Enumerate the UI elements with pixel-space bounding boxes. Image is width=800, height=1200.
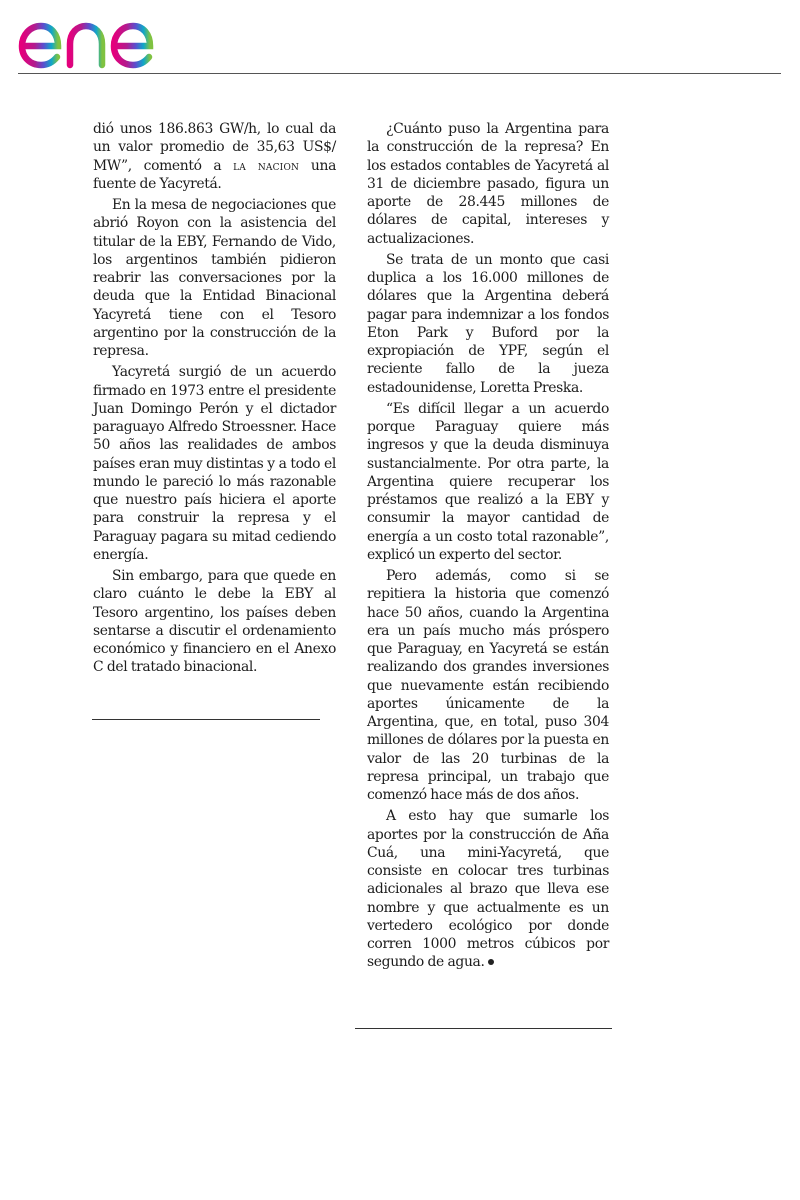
left-paragraph-4: Sin embargo, para que quede en claro cuánto le debe la EBY al Tesoro argentino, los países deben sentarse a discutir el ordenamiento económico y financiero en el Anexo C del tratado binacional. — [93, 568, 336, 676]
left-paragraph-3: Yacyretá surgió de un acuerdo firmado en 1973 entre el presidente Juan Domingo Perón y el dictador paraguayo Alfredo Stroessner. Hace 50 años las realidades de ambos países eran muy distintas y a todo el mundo le pareció lo más razonable que nuestro país hiciera el aporte para construir la represa y el Paraguay pagara su mitad cediendo energía. — [93, 364, 336, 563]
right-column-end-rule — [355, 1028, 612, 1029]
newspaper-name: la nacion — [233, 157, 300, 173]
enel-logo — [16, 2, 186, 70]
article-left-column — [93, 120, 336, 680]
right-paragraph-4: Pero además, como si se repitiera la historia que comenzó hace 50 años, cuando la Argentina era un país mucho más próspero que Paraguay, en Yacyretá se están realizando dos grandes inversiones que nuevamente están recibiendo aportes únicamente de la Argentina, que, en total, puso 304 millones de dólares por la puesta en valor de las 20 turbinas de la represa principal, un trabajo que comenzó hace más de dos años. — [367, 568, 609, 803]
left-column-end-rule — [92, 719, 320, 720]
article-right-column — [367, 120, 609, 975]
right-paragraph-5: A esto hay que sumarle los aportes por la construcción de Aña Cuá, una mini-Yacyretá, que consiste en colocar tres turbinas adicionales al brazo que lleva ese nombre y que actualmente es un vertedero ecológico por donde corren 1000 metros cúbicos por segundo de agua. — [367, 808, 609, 971]
right-paragraph-3: “Es difícil llegar a un acuerdo porque Paraguay quiere más ingresos y que la deuda disminuya sustancialmente. Por otra parte, la Argentina quiere recuperar los préstamos que realizó a la EBY y consumir la mayor cantidad de energía a un costo total razonable”, explicó un experto del sector. — [367, 400, 609, 563]
header-rule — [18, 73, 781, 74]
right-paragraph-2: Se trata de un monto que casi duplica a los 16.000 millones de dólares que la Argentina deberá pagar para indemnizar a los fondos Eton Park y Buford por la expropiación de YPF, según el reciente fallo de la jueza estadounidense, Loretta Preska. — [367, 251, 609, 396]
end-of-article-bullet — [488, 959, 494, 965]
left-paragraph-1: dió unos 186.863 GW/h, lo cual da un valor promedio de 35,63 US$/ MW”, comentó a la nacion una fuente de Yacyretá. — [93, 121, 336, 192]
right-paragraph-1: ¿Cuánto puso la Argentina para la construcción de la represa? En los estados contables de Yacyretá al 31 de diciembre pasado, figura un aporte de 28.445 millones de dólares de capital, intereses y actualizaciones. — [367, 121, 609, 247]
left-paragraph-2: En la mesa de negociaciones que abrió Royon con la asistencia del titular de la EBY, Fernando de Vido, los argentinos también pidieron reabrir las conversaciones por la deuda que la Entidad Binacional Yacyretá tiene con el Tesoro argentino por la construcción de la represa. — [93, 197, 336, 359]
